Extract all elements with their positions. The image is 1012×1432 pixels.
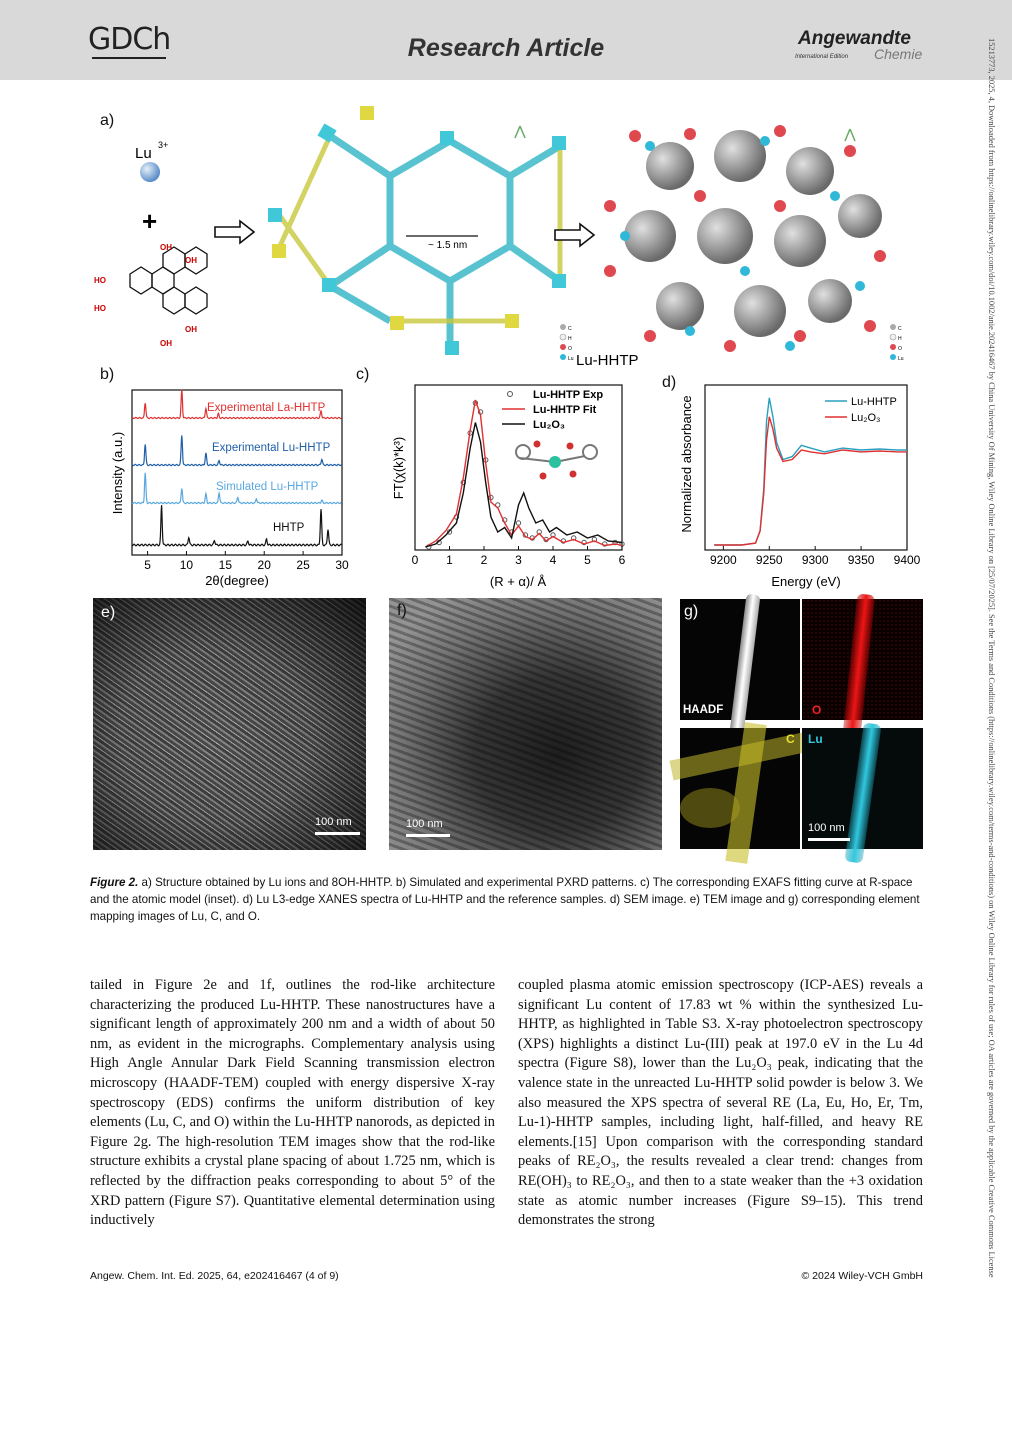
lu-nanorod [844, 722, 881, 863]
journal-logo-chemie: Chemie [874, 46, 923, 62]
x-tick-label-2: 15 [218, 558, 233, 572]
lu-map [802, 728, 923, 849]
side-note-text: 15213773, 2025, 4, Downloaded from https://onlinelibrary.wiley.com/doi/10.1002/anie.202416467 by China University Of Mining, Wiley Online Library on [25/07/2025]. See the Terms and Conditions (https://onlinelibrary.wiley.com/terms-and-conditions) on Wiley Online Library for rules of use; OA articles are governed by the applicable Creative Commons License [987, 38, 996, 1278]
journal-logo [795, 28, 925, 68]
lu-hhtp-product-label: Lu-HHTP [576, 352, 639, 369]
legend-lu-left: Lu [568, 356, 574, 362]
c-map-label: C [786, 732, 795, 746]
x-tick-label-0: 9200 [710, 553, 737, 567]
o-map-label: O [812, 703, 822, 717]
pore-size-label: ~ 1.5 nm [428, 240, 468, 251]
map-scale-label: 100 nm [808, 822, 845, 834]
lu-ion-label: Lu [135, 145, 152, 162]
x-tick-label-1: 1 [446, 553, 453, 567]
series-label-la-hhtp: Experimental La-HHTP [207, 402, 326, 414]
oh-label-2: OH [185, 256, 197, 265]
series-label-sim-lu-hhtp: Simulated Lu-HHTP [216, 481, 319, 493]
pxrd-ylabel: Intensity (a.u.) [110, 431, 125, 515]
body-paragraph-right: coupled plasma atomic emission spectroscopy (ICP-AES) reveals a significant Lu content of 17.83 wt % within the synthesized Lu-HHTP, as highlighted in Table S3. X-ray photoelectron spectroscopy (XPS) highlights a distinct Lu-(III) peak at 197.0 eV in the Lu 4d spectra (Figure S8), lower than the Lu₂O₃ peak, indicating that the valence state in the unreacted Lu-HHTP solid powder is below 3. We also measured the XPS spectra of several RE (La, Eu, Ho, Er, Tm, Lu-1)-HHTP samples, including light, half-filled, and heavy RE elements.[15] Upon comparison with the corresponding standard peaks of RE₂O₃, the results revealed a clear trend: changes from RE(OH)₃ to RE₂O₃, and then to a state weaker than the +3 oxidation state as atomic number increases (Figure S9–15). This trend demonstrates the strong [518, 977, 923, 1229]
lu-ion-charge: 3+ [158, 140, 169, 150]
x-tick-label-1: 9250 [755, 553, 783, 567]
panel-d-label: d) [662, 374, 677, 391]
caption-text: a) Structure obtained by Lu ions and 8OH-HHTP. b) Simulated and experimental PXRD patterns. c) The corresponding EXAFS fitting curve at R-space and the atomic model (inset). d) Lu L3-edge XANES spectra of Lu-HHTP and the reference samples. d) SEM image. e) TEM image and g) corresponding element mapping images of Lu, C, and O. [90, 876, 920, 923]
tem-scale-bar [406, 834, 450, 837]
legend-text-lu-hhtp: Lu-HHTP [851, 396, 897, 408]
x-tick-label-5: 30 [335, 558, 349, 572]
legend-lu-right: Lu [898, 356, 904, 362]
legend-text-lu2o3-d: Lu₂O₃ [851, 412, 881, 424]
exafs-xlabel: (R + α)/ Å [489, 574, 547, 589]
atom-legend-right [890, 324, 904, 362]
oh-label-4: HO [94, 304, 106, 313]
exafs-exp-point-13 [516, 521, 520, 525]
sem-scale-bar [315, 832, 360, 835]
legend-text-fit: Lu-HHTP Fit [533, 404, 597, 416]
sem-scale-label: 100 nm [315, 816, 352, 828]
series-label-exp-lu-hhtp: Experimental Lu-HHTP [212, 442, 331, 454]
lu-ion-sphere [140, 162, 160, 182]
legend-c-right: C [898, 326, 902, 332]
x-tick-label-5: 5 [584, 553, 591, 567]
panel-f-label: f) [397, 602, 407, 619]
arrow-1 [215, 221, 254, 243]
pxrd-series-3 [132, 505, 342, 546]
oh-label-3: HO [94, 276, 106, 285]
xanes-ylabel: Normalized absorbance [679, 395, 694, 533]
caption-label: Figure 2. [90, 876, 139, 889]
haadf-map-label: HAADF [683, 704, 724, 716]
journal-logo-main: Angewandte [798, 28, 911, 49]
tem-scale-label: 100 nm [406, 818, 443, 830]
xanes-series-1 [714, 417, 907, 545]
atomic-model-inset [516, 441, 597, 480]
panel-g-label: g) [684, 603, 699, 620]
pxrd-plot-frame [132, 390, 342, 555]
figure-caption [90, 874, 923, 925]
x-tick-label-6: 6 [618, 553, 626, 567]
pxrd-xlabel: 2θ(degree) [205, 573, 269, 588]
section-title: Research Article [407, 34, 605, 62]
atom-legend-left [560, 324, 574, 362]
pxrd-chart [100, 385, 355, 590]
mof-framework-structure [268, 106, 566, 355]
legend-o-right: O [898, 346, 902, 352]
panel-a-label: a) [100, 112, 115, 129]
x-tick-label-4: 25 [296, 558, 310, 572]
legend-c-left: C [568, 326, 572, 332]
tem-image [389, 598, 662, 850]
body-column-right [518, 976, 923, 1231]
x-tick-label-0: 0 [411, 553, 419, 567]
legend-text-exp: Lu-HHTP Exp [533, 389, 604, 401]
legend-h-left: H [568, 336, 572, 342]
journal-logo-sub: International Edition [795, 54, 849, 60]
legend-o-left: O [568, 346, 572, 352]
exafs-series-2 [425, 423, 622, 548]
x-tick-label-4: 9400 [893, 553, 921, 567]
lu-map-label: Lu [808, 732, 823, 746]
panel-e-label: e) [101, 604, 116, 621]
c-map-membrane-3 [680, 788, 740, 828]
panel-b-label: b) [100, 366, 115, 383]
series-label-hhtp: HHTP [273, 522, 305, 534]
x-tick-label-2: 2 [480, 553, 488, 567]
x-tick-label-1: 10 [179, 558, 194, 572]
c-map [680, 728, 800, 849]
body-column-left [90, 976, 495, 1231]
haadf-nanorod [730, 594, 761, 735]
x-tick-label-0: 5 [144, 558, 151, 572]
x-tick-label-3: 9350 [847, 553, 875, 567]
xanes-chart [675, 380, 921, 590]
sem-image [93, 598, 366, 850]
x-tick-label-3: 20 [257, 558, 271, 572]
gdch-logo: GDCh [88, 22, 171, 57]
legend-marker-exp [508, 392, 513, 397]
panel-c-label: c) [356, 366, 370, 383]
download-side-note [982, 38, 1002, 1408]
oh-label-5: OH [185, 325, 197, 334]
x-tick-label-3: 3 [515, 553, 522, 567]
x-tick-label-4: 4 [549, 553, 557, 567]
page-header [0, 0, 1012, 80]
exafs-ylabel: FT(χ(k)*k³) [391, 436, 406, 500]
o-map [802, 599, 923, 720]
legend-text-lu2o3: Lu₂O₃ [533, 419, 565, 431]
body-paragraph-left: tailed in Figure 2e and 1f, outlines the rod-like architecture characterizing the produced Lu-HHTP. These nanostructures have a significant length of approximately 200 nm and a width of about 50 nm, as evident in the micrographs. Complementary analysis using High Angle Annular Dark Field Scanning transmission electron microscopy (HAADF-TEM) coupled with energy dispersive X-ray spectroscopy (EDS) confirms the uniform distribution of key elements (Lu, C, and O) within the Lu-HHTP nanorods, as depicted in Figure 2g. The high-resolution TEM images show that the rod-like structure exhibits a crystal plane spacing of about 1.725 nm, which is reflected by the diffraction peaks corresponding to about 5° of the XRD pattern (Figure S7). Quantitative elemental determination using inductively [90, 977, 495, 1229]
x-tick-label-2: 9300 [801, 553, 829, 567]
map-scale-bar [808, 838, 850, 841]
haadf-map [680, 599, 800, 720]
footer-citation: Angew. Chem. Int. Ed. 2025, 64, e202416467 (4 of 9) [90, 1270, 339, 1282]
panel-a-figure [90, 96, 920, 371]
spacefill-model [604, 125, 886, 352]
oh-label-1: OH [160, 243, 172, 252]
legend-h-right: H [898, 336, 902, 342]
footer-copyright: © 2024 Wiley-VCH GmbH [801, 1270, 923, 1282]
o-nanorod [843, 593, 876, 734]
xanes-plot-frame [705, 385, 907, 550]
xanes-xlabel: Energy (eV) [771, 574, 841, 589]
plus-sign: + [142, 206, 158, 236]
exafs-chart [385, 380, 635, 590]
c-map-membrane-2 [725, 722, 766, 864]
oh-label-6: OH [160, 339, 172, 348]
